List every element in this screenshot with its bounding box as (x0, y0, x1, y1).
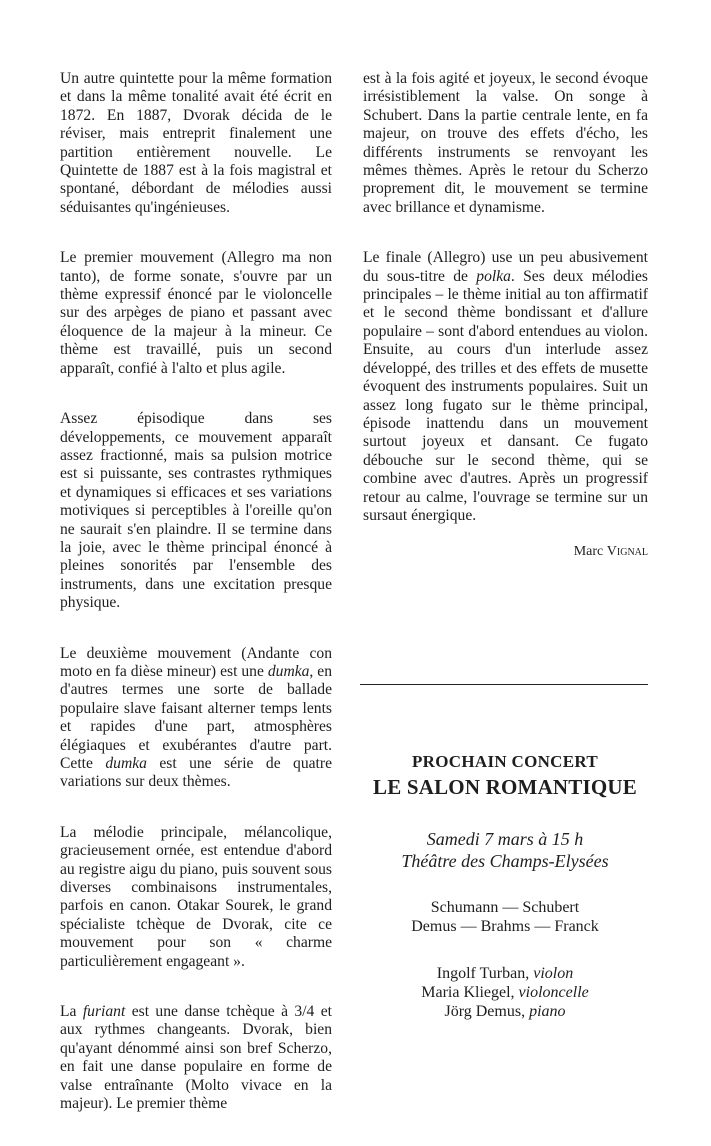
emphasis-dumka: dumka (267, 662, 310, 680)
next-concert-label: PROCHAIN CONCERT (411, 752, 598, 771)
text-segment: est une danse tchèque à 3/4 et aux rythmes changeants. Dvorak, bien qu'ayant dénommé ainsi son bref Scherzo, en fait une danse populaire en forme de valse entraînante (Molto vivace en la majeur). Le premier thème (60, 1003, 332, 1113)
performer (355, 1002, 655, 1021)
performer-name: Jörg Demus, (444, 1003, 526, 1020)
next-concert-venue: Théâtre des Champs-Elysées (401, 851, 609, 871)
performer-role: violoncelle (518, 984, 589, 1001)
text-segment: Le finale (Allegro) use un peu abusivement du sous-titre de (363, 249, 648, 285)
paragraph-second-movement (60, 645, 332, 792)
author-first-name: Marc (573, 544, 604, 560)
paragraph-intro: Un autre quintette pour la même formation et dans la même tonalité avait été écrit en 1872. En 1887, Dvorak décida de le réviser, mais entreprit finalement une partition entièrement nouvelle. Le Quintette de 1887 est à la fois magistral et spontané, débordant de mélodies aussi séduisantes qu'ingénieuses. (60, 70, 332, 216)
next-concert-header (355, 752, 655, 800)
composers-line: Demus — Brahms — Franck (411, 918, 599, 935)
paragraph-furiant (60, 1003, 332, 1113)
paragraph-melody: La mélodie principale, mélancolique, gracieusement ornée, est entendue d'abord au registre aigu du piano, puis souvent sous diverses combinaisons instrumentales, parfois en canon. Otakar Sourek, le grand spécialiste tchèque de Dvorak, cite ce mouvement pour son « charme particulièrement engageant ». (60, 823, 332, 970)
text-segment: Le deuxième mouvement (Andante con moto en fa dièse mineur) est une (60, 644, 332, 680)
composers-line: Schumann — Schubert (430, 899, 580, 916)
text-segment: est une série de quatre variations sur deux thèmes. (60, 755, 332, 791)
emphasis-dumka: dumka (105, 755, 147, 772)
author-last-name: Vignal (606, 544, 648, 560)
paragraph-finale (363, 249, 648, 525)
emphasis-polka: polka (476, 267, 511, 285)
next-concert-date: Samedi 7 mars à 15 h (426, 829, 584, 849)
text-segment: , en d'autres termes une sorte de ballade populaire slave faisant alterner temps lents et rapides d'une part, atmosphères élégiaques et exubérantes d'autre part. Cette (60, 662, 332, 772)
performer (355, 964, 655, 983)
performer (355, 983, 655, 1002)
next-concert-title: LE SALON ROMANTIQUE (372, 775, 637, 799)
section-divider (360, 684, 648, 685)
next-concert-datetime (355, 828, 655, 872)
article-left-column (60, 70, 332, 1146)
paragraph-first-movement: Le premier mouvement (Allegro ma non tanto), de forme sonate, s'ouvre par un thème expressif énoncé par le violoncelle sur des arpèges de piano et passant avec éloquence de la majeur à la mineur. Ce thème est travaillé, puis un second apparaît, confié à l'alto et plus agile. (60, 249, 332, 377)
author-signature (363, 543, 648, 561)
paragraph-development: Assez épisodique dans ses développements, ce mouvement apparaît assez fractionné, mais sa pulsion motrice est si puissante, ses contrastes rythmiques et dynamiques si efficaces et ses variations motiviques si perceptibles à l'oreille qu'on ne saurait s'en plaindre. Il se termine dans la joie, avec le thème principal énoncé à pleines sonorités par l'ensemble des instruments, dans une excitation presque physique. (60, 410, 332, 612)
text-segment: La (60, 1003, 83, 1021)
performer-role: violon (533, 965, 574, 982)
next-concert-performers (355, 964, 655, 1021)
text-segment: . Ses deux mélodies principales – le thème initial au ton affirmatif et le second thème bondissant et d'allure populaire – sont d'abord entendues au violon. Ensuite, au cours d'un interlude assez développé, des trilles et des effets de musette évoquent des instruments populaires. Suit un assez long fugato sur le thème principal, épisode inattendu dans un mouvement surtout joyeux et dansant. Ce fugato débouche sur le second thème, qui se combine avec d'autres. Après un progressif retour au calme, l'ouvrage se termine sur un sursaut énergique. (363, 267, 648, 524)
next-concert-composers (355, 898, 655, 936)
performer-role: piano (529, 1003, 566, 1020)
paragraph-scherzo: est à la fois agité et joyeux, le second évoque irrésistiblement la valse. On songe à Schubert. Dans la partie centrale lente, en fa majeur, on trouve des effets d'écho, les différents instruments se renvoyant les mêmes thèmes. Après le retour du Scherzo proprement dit, le mouvement se termine avec brillance et dynamisme. (363, 70, 648, 216)
article-right-column (363, 70, 648, 562)
performer-name: Maria Kliegel, (421, 984, 515, 1001)
emphasis-furiant: furiant (82, 1003, 126, 1021)
performer-name: Ingolf Turban, (436, 965, 530, 982)
